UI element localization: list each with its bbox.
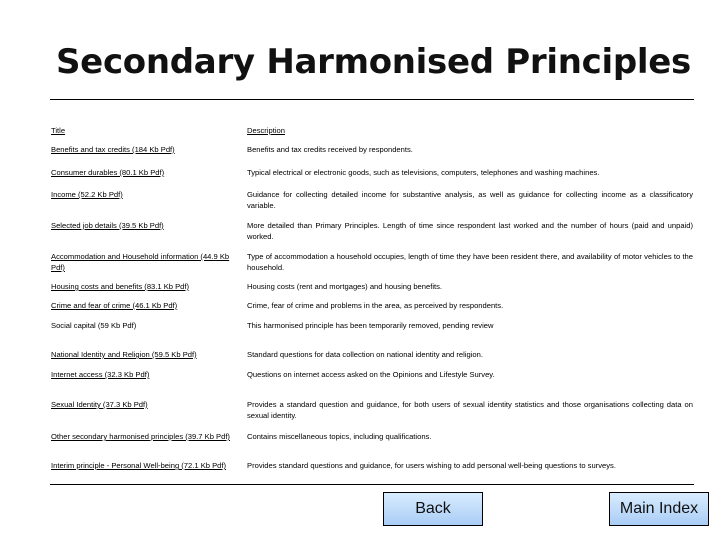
principle-link[interactable]: Sexual Identity (37.3 Kb Pdf) — [51, 400, 148, 409]
principle-description: Guidance for collecting detailed income for substantive analysis, as well as guidance for collecting income as a classificatory variable. — [247, 190, 693, 210]
principle-description: This harmonised principle has been temporarily removed, pending review — [247, 321, 494, 330]
principle-description: Provides a standard question and guidance, for both users of sexual identity statistics and those organisations collecting data on sexual identity. — [247, 400, 693, 420]
principle-link[interactable]: Benefits and tax credits (184 Kb Pdf) — [51, 145, 175, 154]
bottom-divider — [50, 484, 694, 485]
principle-description: Type of accommodation a household occupies, length of time they have been resident there, and availability of motor vehicles to the household. — [247, 252, 693, 272]
column-header-description: Description — [247, 126, 285, 135]
principle-link[interactable]: Selected job details (39.5 Kb Pdf) — [51, 221, 164, 230]
principle-title: Social capital (59 Kb Pdf) — [51, 321, 137, 330]
principle-link[interactable]: Interim principle - Personal Well-being (72.1 Kb Pdf) — [51, 461, 227, 470]
principle-link[interactable]: Consumer durables (80.1 Kb Pdf) — [51, 168, 165, 177]
principle-description: More detailed than Primary Principles. Length of time since respondent last worked and the number of hours (paid and unpaid) worked. — [247, 221, 693, 241]
principle-link[interactable]: Housing costs and benefits (83.1 Kb Pdf) — [51, 282, 190, 291]
principle-description: Questions on internet access asked on the Opinions and Lifestyle Survey. — [247, 370, 495, 379]
main-index-button[interactable]: Main Index — [609, 492, 709, 526]
top-divider — [50, 99, 694, 100]
column-header-title: Title — [51, 126, 66, 135]
principle-description: Provides standard questions and guidance, for users wishing to add personal well-being questions to surveys. — [247, 461, 616, 470]
principle-link[interactable]: Other secondary harmonised principles (39.7 Kb Pdf) — [51, 432, 230, 441]
page-title: Secondary Harmonised Principles — [56, 42, 691, 82]
principle-link[interactable]: Income (52.2 Kb Pdf) — [51, 190, 123, 199]
principle-description: Housing costs (rent and mortgages) and housing benefits. — [247, 282, 443, 291]
principle-link[interactable]: Crime and fear of crime (46.1 Kb Pdf) — [51, 301, 178, 310]
principle-description: Typical electrical or electronic goods, such as televisions, computers, telephones and washing machines. — [247, 168, 600, 177]
principle-link[interactable]: Internet access (32.3 Kb Pdf) — [51, 370, 150, 379]
principle-description: Contains miscellaneous topics, including qualifications. — [247, 432, 432, 441]
principle-description: Standard questions for data collection on national identity and religion. — [247, 350, 483, 359]
principle-link[interactable]: Accommodation and Household information (44.9 Kb Pdf) — [51, 252, 230, 272]
principle-link[interactable]: National Identity and Religion (59.5 Kb Pdf) — [51, 350, 197, 359]
back-button[interactable]: Back — [383, 492, 483, 526]
principle-description: Crime, fear of crime and problems in the area, as perceived by respondents. — [247, 301, 504, 310]
principle-description: Benefits and tax credits received by respondents. — [247, 145, 413, 154]
